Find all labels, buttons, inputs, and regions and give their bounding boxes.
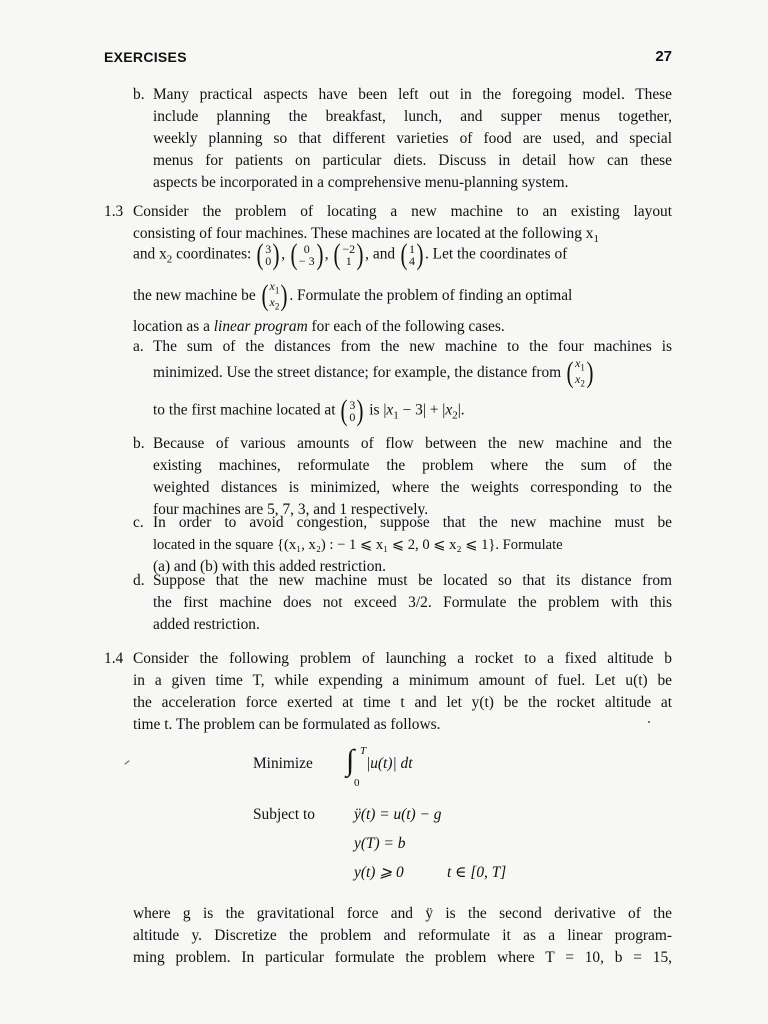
part-c-text — [153, 512, 672, 578]
column-vector: ( $x_1$ $x_2$ ) — [261, 279, 288, 313]
part-d-text — [153, 570, 672, 636]
subscript: 1 — [393, 409, 399, 422]
paragraph-line: weighted distances is minimized, where the weights corresponding to the — [153, 479, 672, 496]
paragraph-line: weekly planning so that different varieties of food are used, and special — [153, 130, 672, 147]
scan-speck — [648, 721, 650, 723]
vector-entry: 0 — [303, 242, 310, 256]
paragraph-line: include planning the breakfast, lunch, and supper menus together, — [153, 108, 672, 125]
part-b-label: b. — [133, 435, 145, 452]
paragraph-line: the acceleration force exerted at time t and let y(t) be the rocket altitude at — [133, 694, 672, 711]
line-text: and — [372, 245, 396, 263]
paragraph-line: added restriction. — [153, 616, 260, 633]
vector-entry — [270, 280, 280, 296]
vector-entry: − 3 — [298, 254, 315, 268]
line-text: consisting of four machines. These machines are located at the following x — [133, 225, 594, 242]
scan-mark — [124, 760, 129, 765]
minimize-label: Minimize — [253, 755, 313, 772]
line-text: the new machine be — [133, 286, 256, 304]
line-text: location as a — [133, 318, 214, 335]
emphasis: linear program — [213, 318, 308, 335]
coordinates-line: and $x_2$ coordinates: ( 3 0 ), ( 0 − 3 ), ( −2 1 ), and ( 1 4 ). Let the coordinates of — [133, 238, 568, 271]
paragraph-line: In order to avoid congestion, suppose that the new machine must be — [153, 514, 672, 531]
subscript: 2 — [274, 301, 280, 312]
integral-lower-limit: 0 — [354, 777, 360, 789]
variable: x — [269, 279, 275, 293]
paragraph-line: altitude y. Discretize the problem and reformulate it as a linear program- — [133, 927, 672, 944]
line-text: . Let the coordinates of — [424, 245, 568, 263]
vector-entry: 4 — [408, 254, 415, 268]
paragraph-line: (a) and (b) with this added restriction. — [153, 558, 386, 575]
paragraph-line: the first machine does not exceed 3/2. Formulate the problem with this — [153, 594, 672, 611]
paragraph-line: Because of various amounts of flow between the new machine and the — [153, 435, 672, 452]
paragraph-line: in a given time T, while expending a minimum amount of fuel. Let u(t) be — [133, 672, 672, 689]
paragraph-line: Consider the following problem of launching a rocket to a fixed altitude b — [133, 650, 672, 667]
running-header — [104, 46, 672, 70]
paragraph-line — [133, 316, 505, 338]
vector-entry: 1 — [345, 254, 352, 268]
vector-entry: 3 — [265, 242, 272, 256]
line-text: coordinates: — [172, 245, 252, 263]
column-vector: ( 1 4 ) — [400, 238, 424, 271]
page-number: 27 — [655, 48, 672, 65]
paragraph-line: menus for patients on particular diets. Discuss in detail how can these — [153, 152, 672, 169]
paragraph-line: ming problem. In particular formulate the problem where T = 10, b = 15, — [133, 949, 672, 966]
exercise-part-b-text — [153, 84, 672, 194]
vector-entry — [270, 296, 280, 312]
part-a-example-line — [153, 396, 673, 430]
vector-entry: 1 — [408, 242, 415, 256]
constraint — [354, 858, 441, 887]
vector-entry: 3 — [349, 398, 356, 412]
line-text: − 3| + | — [398, 401, 446, 419]
paragraph-line: four machines are 5, 7, 3, and 1 respectively. — [153, 501, 429, 518]
paragraph-line: existing machines, reformulate the problem where the sum of the — [153, 457, 672, 474]
paragraph-line: Suppose that the new machine must be located so that its distance from — [153, 572, 672, 589]
paragraph-line: Many practical aspects have been left out in the foregoing model. These — [153, 86, 672, 103]
paragraph-line: aspects be incorporated in a comprehensive menu-planning system. — [153, 174, 569, 191]
subject-to-label: Subject to — [253, 806, 315, 823]
paragraph-line: Consider the problem of locating a new machine to an existing layout — [133, 203, 672, 220]
objective-integral — [346, 742, 466, 792]
vector-entry: 0 — [349, 410, 356, 424]
exercise-number-1-3: 1.3 — [104, 203, 124, 220]
part-a-label: a. — [133, 338, 144, 355]
part-c-label: c. — [133, 514, 144, 531]
exercise-1-4-body — [133, 648, 672, 736]
constraint-text: y(T) = b — [354, 835, 406, 852]
constraint-text: ÿ(t) = u(t) − g — [354, 806, 442, 823]
line-text: for each of the following cases. — [307, 318, 505, 335]
part-d-label: d. — [133, 572, 145, 589]
column-vector: ( 3 0 ) — [256, 238, 280, 271]
line-text: to the first machine located at — [153, 401, 336, 419]
section-title: EXERCISES — [104, 49, 187, 65]
new-machine-line — [133, 280, 673, 314]
column-vector: ( −2 1 ) — [333, 238, 364, 271]
time-domain — [447, 862, 506, 884]
paragraph-line: located in the square {(x₁, x₂) : − 1 ⩽ x₁ ⩽ 2, 0 ⩽ x₂ ⩽ 1}. Formulate — [153, 537, 563, 553]
line-text: is | — [369, 401, 387, 419]
column-vector: ( 0 − 3 ) — [290, 238, 324, 271]
exercise-part-b-label: b. — [133, 86, 145, 103]
part-b-text — [153, 433, 672, 521]
part-a-distance-line — [153, 357, 673, 391]
integral-sign: ∫ — [346, 744, 355, 777]
constraints — [354, 804, 441, 887]
column-vector: ( $x_1$ $x_2$ ) — [566, 356, 594, 390]
subscript: 1 — [593, 233, 599, 246]
constraint — [354, 829, 441, 858]
subscript: 2 — [452, 409, 458, 422]
line-text: . Formulate the problem of finding an optimal — [289, 286, 573, 304]
exercise-1-4-continuation — [133, 903, 672, 969]
subscript: 2 — [166, 253, 173, 266]
column-vector: ( 3 0 ) — [340, 394, 364, 427]
line-text: and x — [133, 245, 167, 263]
paragraph-line: where g is the gravitational force and ÿ is the second derivative of the — [133, 905, 672, 922]
constraint — [354, 800, 441, 829]
exercise-number-1-4: 1.4 — [104, 650, 124, 667]
line-text: minimized. Use the street distance; for example, the distance from — [153, 363, 562, 381]
paragraph-line: time t. The problem can be formulated as follows. — [133, 716, 441, 733]
domain-text: t ∈ [0, T] — [447, 864, 507, 881]
vector-entry: 0 — [265, 254, 272, 268]
constraint-text: y(t) ⩾ 0 — [354, 864, 404, 881]
vector-entry: $x_1$ — [575, 356, 585, 373]
part-a-text — [153, 336, 672, 358]
vector-entry: $x_2$ — [575, 372, 585, 389]
vector-entry: −2 — [342, 242, 356, 256]
variable: x — [269, 295, 275, 310]
variable: x — [386, 401, 394, 419]
integral-upper-limit: T — [360, 745, 367, 757]
integrand: |u(t)| dt — [366, 755, 413, 772]
line-text: |. — [457, 401, 465, 419]
paragraph-line: The sum of the distances from the new machine to the four machines is — [153, 338, 672, 355]
subscript: 1 — [274, 285, 280, 296]
variable: x — [445, 401, 453, 419]
